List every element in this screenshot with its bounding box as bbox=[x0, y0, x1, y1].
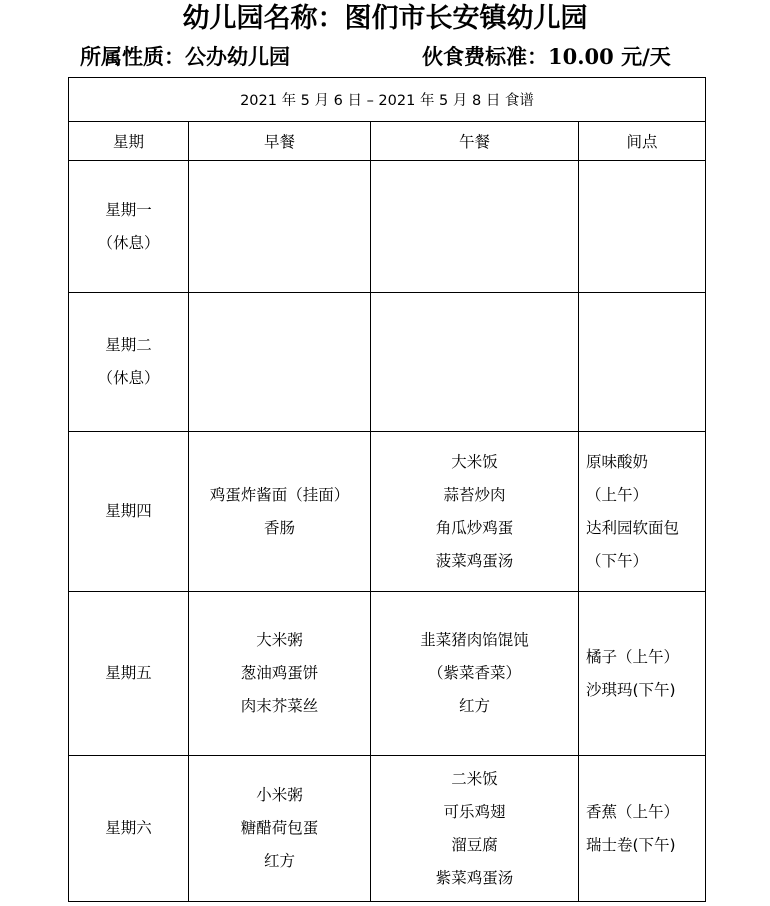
header-row bbox=[69, 122, 706, 161]
day-label: 星期二 bbox=[105, 336, 152, 354]
lunch-cell bbox=[371, 432, 579, 592]
day-label: 星期四 bbox=[105, 502, 152, 520]
day-cell bbox=[69, 756, 189, 902]
lunch-cell bbox=[371, 161, 579, 293]
day-label: 星期五 bbox=[105, 664, 152, 682]
kindergarten-nature: 所属性质：公办幼儿园 bbox=[80, 44, 290, 69]
menu-item: （上午） bbox=[586, 485, 649, 504]
table-row bbox=[69, 756, 706, 902]
lunch-cell bbox=[371, 592, 579, 756]
breakfast-cell bbox=[189, 293, 371, 432]
snack-cell bbox=[579, 432, 706, 592]
table-row bbox=[69, 592, 706, 756]
day-cell bbox=[69, 592, 189, 756]
breakfast-cell bbox=[189, 756, 371, 902]
menu-item: （紫菜香菜） bbox=[427, 664, 521, 682]
menu-item: 香蕉（上午） bbox=[586, 802, 680, 821]
menu-item: 大米粥 bbox=[256, 631, 303, 649]
meal-fee-standard: 伙食费标准：10.00 元/天 bbox=[422, 44, 671, 69]
menu-item: 二米饭 bbox=[451, 769, 498, 788]
snack-cell bbox=[579, 293, 706, 432]
day-label: 星期六 bbox=[105, 819, 152, 837]
menu-date-range: 2021 年 5 月 6 日 – 2021 年 5 月 8 日 食谱 bbox=[69, 78, 706, 122]
table-row bbox=[69, 161, 706, 293]
day-note: （休息） bbox=[97, 233, 160, 252]
snack-cell bbox=[579, 756, 706, 902]
breakfast-cell bbox=[189, 432, 371, 592]
menu-table bbox=[68, 77, 706, 902]
table-row bbox=[69, 432, 706, 592]
menu-item: 角瓜炒鸡蛋 bbox=[435, 518, 514, 537]
menu-item: 小米粥 bbox=[256, 786, 303, 804]
column-header-lunch: 午餐 bbox=[371, 122, 579, 161]
column-header-day: 星期 bbox=[69, 122, 189, 161]
lunch-cell bbox=[371, 293, 579, 432]
snack-cell bbox=[579, 161, 706, 293]
breakfast-cell bbox=[189, 592, 371, 756]
menu-item: 紫菜鸡蛋汤 bbox=[435, 868, 514, 887]
caption-row bbox=[69, 78, 706, 122]
menu-item: 韭菜猪肉馅馄饨 bbox=[420, 631, 529, 649]
day-cell bbox=[69, 293, 189, 432]
menu-item: 可乐鸡翅 bbox=[443, 802, 506, 821]
menu-item: 红方 bbox=[263, 852, 295, 870]
day-label: 星期一 bbox=[105, 200, 152, 219]
column-header-breakfast: 早餐 bbox=[189, 122, 371, 161]
page-title: 幼儿园名称：图们市长安镇幼儿园 bbox=[182, 3, 588, 34]
menu-item: 香肠 bbox=[263, 518, 295, 537]
menu-item: 大米饭 bbox=[451, 452, 498, 471]
day-cell bbox=[69, 432, 189, 592]
breakfast-cell bbox=[189, 161, 371, 293]
day-note: （休息） bbox=[97, 369, 160, 387]
menu-item: 红方 bbox=[458, 697, 490, 715]
menu-item: 菠菜鸡蛋汤 bbox=[435, 551, 514, 570]
menu-item: 溜豆腐 bbox=[451, 835, 498, 854]
menu-item: 沙琪玛(下午) bbox=[586, 680, 676, 699]
menu-item: （下午） bbox=[586, 551, 649, 570]
menu-item: 达利园软面包 bbox=[586, 518, 680, 537]
table-row bbox=[69, 293, 706, 432]
snack-cell bbox=[579, 592, 706, 756]
menu-item: 糖醋荷包蛋 bbox=[240, 819, 319, 837]
menu-item: 橘子（上午） bbox=[586, 647, 680, 666]
menu-item: 原味酸奶 bbox=[586, 452, 649, 471]
menu-item: 葱油鸡蛋饼 bbox=[240, 664, 319, 682]
menu-item: 肉末芥菜丝 bbox=[240, 697, 319, 715]
menu-item: 蒜苔炒肉 bbox=[443, 485, 506, 504]
column-header-snack: 间点 bbox=[579, 122, 706, 161]
lunch-cell bbox=[371, 756, 579, 902]
day-cell bbox=[69, 161, 189, 293]
menu-item: 鸡蛋炸酱面（挂面） bbox=[209, 485, 350, 504]
menu-item: 瑞士卷(下午) bbox=[586, 835, 676, 854]
